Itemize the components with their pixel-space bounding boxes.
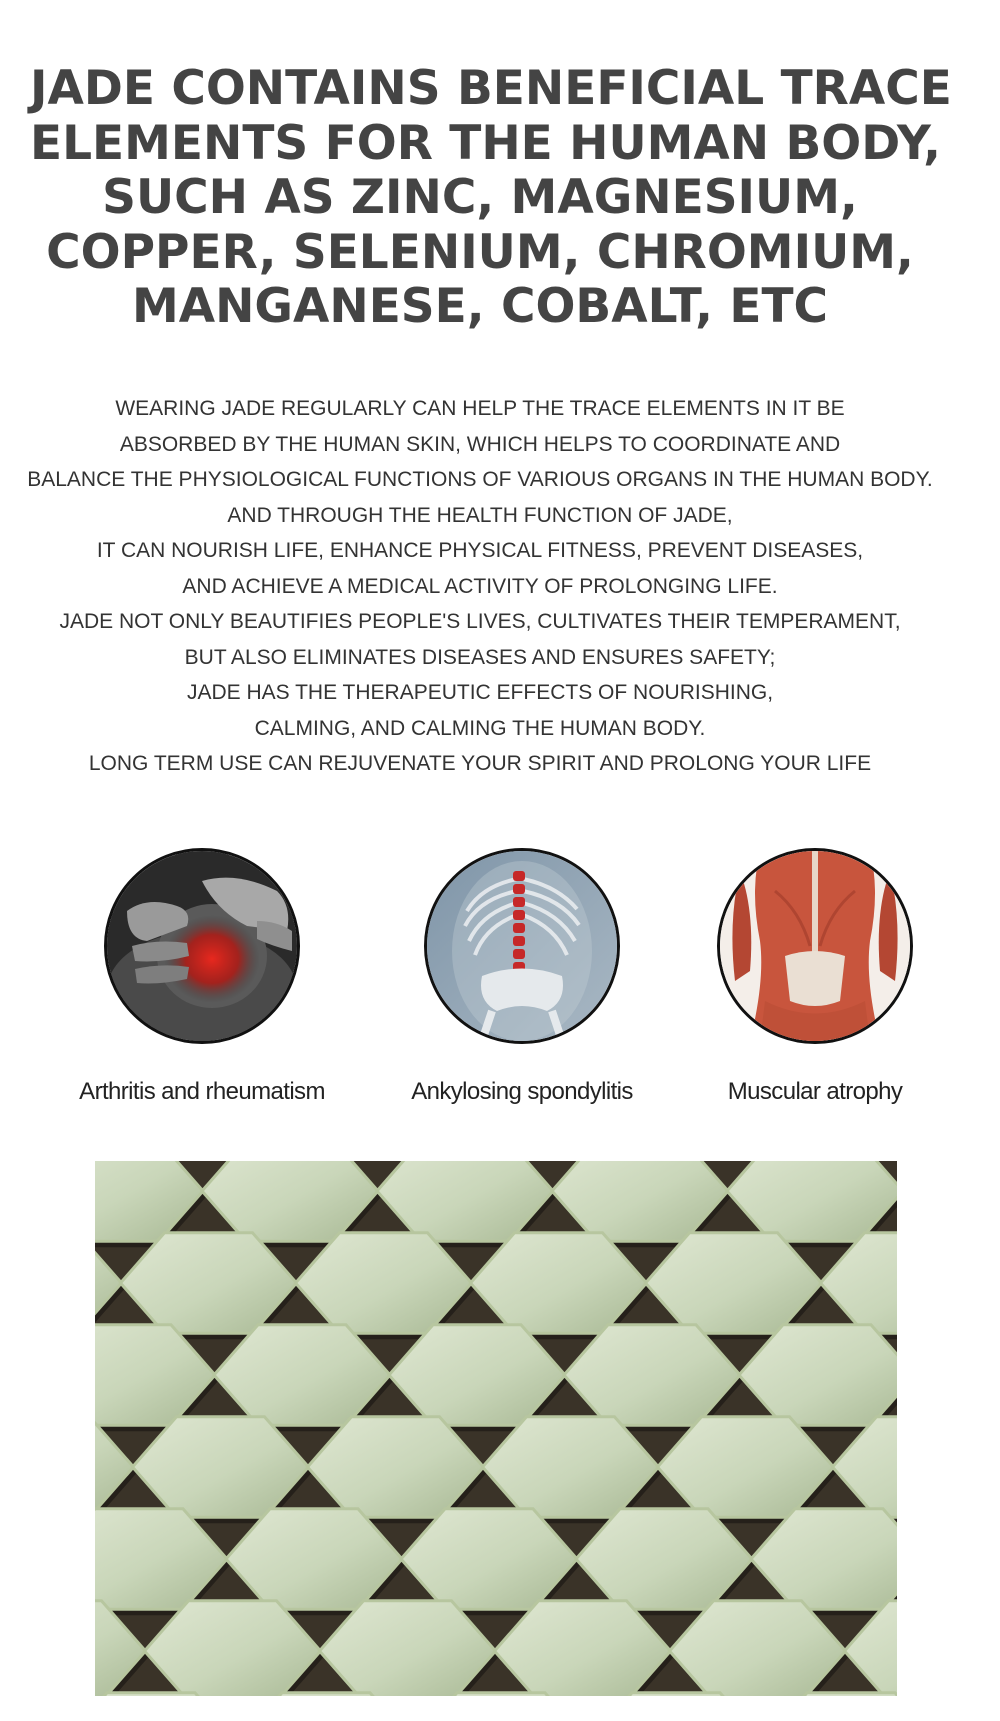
headline-line: SUCH AS ZINC, MAGNESIUM, bbox=[102, 170, 858, 225]
description-line: WEARING JADE REGULARLY CAN HELP THE TRACE ELEMENTS IN IT BE bbox=[115, 397, 845, 420]
condition-label: Ankylosing spondylitis bbox=[411, 1078, 633, 1105]
spine-icon bbox=[424, 848, 620, 1044]
description-line: AND ACHIEVE A MEDICAL ACTIVITY OF PROLONGING LIFE. bbox=[182, 574, 778, 598]
description-line: ABSORBED BY THE HUMAN SKIN, WHICH HELPS TO COORDINATE AND bbox=[119, 432, 841, 456]
headline-line: JADE CONTAINS BENEFICIAL TRACE bbox=[30, 61, 952, 116]
description-line: JADE HAS THE THERAPEUTIC EFFECTS OF NOURISHING, bbox=[186, 681, 774, 704]
condition-label: Arthritis and rheumatism bbox=[79, 1078, 325, 1105]
headline-line: MANGANESE, COBALT, ETC bbox=[131, 279, 829, 334]
description-line: LONG TERM USE CAN REJUVENATE YOUR SPIRIT AND PROLONG YOUR LIFE bbox=[88, 752, 872, 775]
back-muscle-icon bbox=[717, 848, 913, 1044]
headline-line: ELEMENTS FOR THE HUMAN BODY, bbox=[30, 115, 941, 171]
description-line: AND THROUGH THE HEALTH FUNCTION OF JADE, bbox=[227, 503, 733, 527]
description-line: JADE NOT ONLY BEAUTIFIES PEOPLE'S LIVES, CULTIVATES THEIR TEMPERAMENT, bbox=[59, 610, 901, 633]
description-paragraph bbox=[20, 391, 940, 782]
description-line: CALMING, AND CALMING THE HUMAN BODY. bbox=[254, 716, 706, 740]
condition-label: Muscular atrophy bbox=[727, 1078, 903, 1105]
headline bbox=[30, 61, 952, 335]
condition-item bbox=[665, 848, 965, 1106]
jade-hexagon-stones bbox=[95, 1161, 897, 1696]
headline-line: COPPER, SELENIUM, CHROMIUM, bbox=[46, 224, 914, 280]
description-line: BUT ALSO ELIMINATES DISEASES AND ENSURES SAFETY; bbox=[184, 645, 776, 669]
jade-mat-photo bbox=[95, 1161, 897, 1696]
description-line: BALANCE THE PHYSIOLOGICAL FUNCTIONS OF VARIOUS ORGANS IN THE HUMAN BODY. bbox=[27, 468, 933, 491]
conditions-row bbox=[0, 848, 1000, 1118]
condition-item bbox=[52, 848, 352, 1106]
knee-pain-icon bbox=[104, 848, 300, 1044]
description-line: IT CAN NOURISH LIFE, ENHANCE PHYSICAL FITNESS, PREVENT DISEASES, bbox=[96, 539, 864, 562]
condition-item bbox=[372, 848, 672, 1106]
